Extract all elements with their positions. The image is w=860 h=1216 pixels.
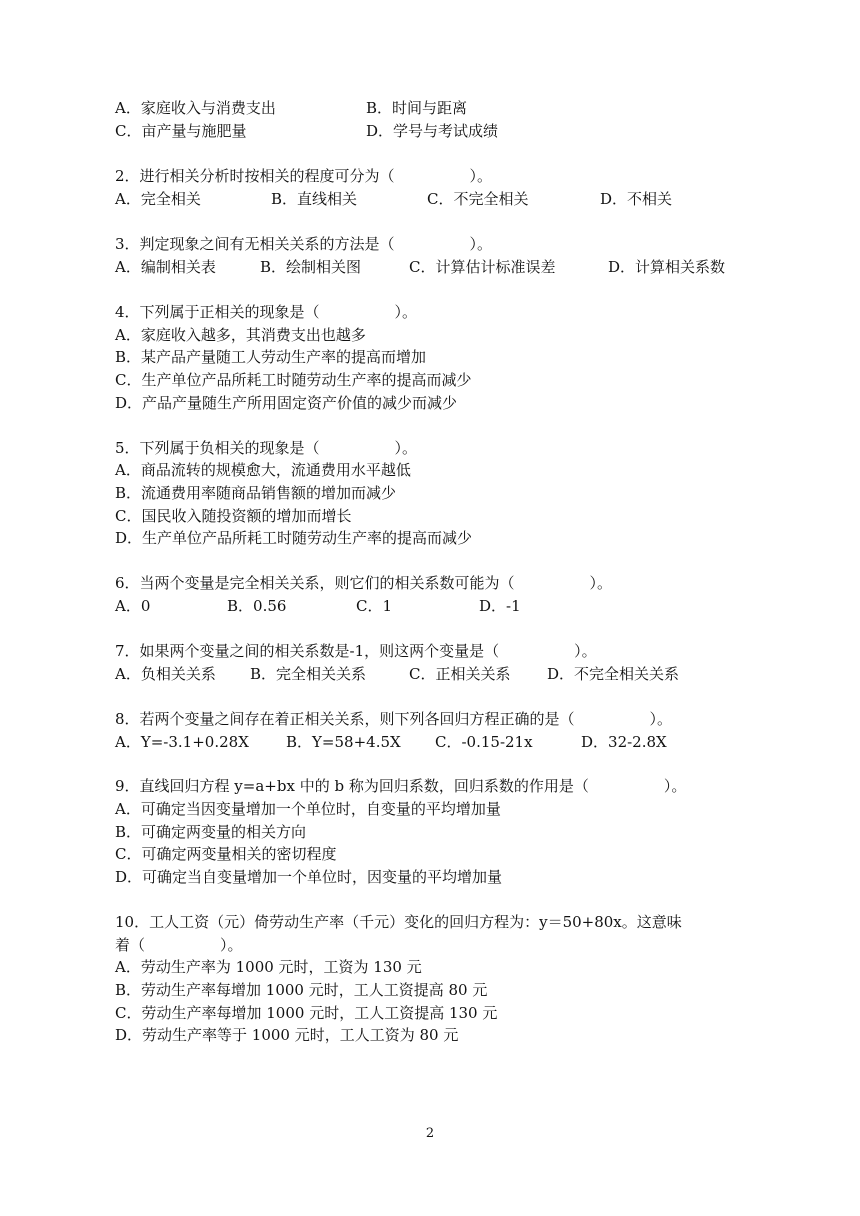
q4-option-a: A．家庭收入越多，其消费支出也越多 (115, 326, 366, 344)
q1-options-row-1 (115, 97, 468, 119)
q6-option-a: A．0 (115, 597, 151, 615)
q1-option-c: C．亩产量与施肥量 (115, 122, 247, 140)
q10-option-d: D．劳动生产率等于 1000 元时，工人工资为 80 元 (115, 1026, 459, 1044)
q5-option-b: B．流通费用率随商品销售额的增加而减少 (115, 484, 397, 502)
q2-options (115, 188, 673, 210)
q2-option-c: C．不完全相关 (427, 190, 529, 208)
q7-stem: 7．如果两个变量之间的相关系数是-1，则这两个变量是（ ）。 (115, 642, 597, 660)
q4-option-d: D．产品产量随生产所用固定资产价值的减少而减少 (115, 394, 458, 412)
q10-option-c: C．劳动生产率每增加 1000 元时，工人工资提高 130 元 (115, 1004, 498, 1022)
q10-option-b: B．劳动生产率每增加 1000 元时，工人工资提高 80 元 (115, 981, 488, 999)
page-number: 2 (425, 1126, 435, 1141)
q6-options (115, 595, 521, 617)
q9-option-b: B．可确定两变量的相关方向 (115, 823, 307, 841)
q5-option-a: A．商品流转的规模愈大，流通费用水平越低 (115, 461, 411, 479)
q7-option-d: D．不完全相关关系 (547, 665, 680, 683)
q3-option-d: D．计算相关系数 (608, 258, 726, 276)
q3-stem: 3．判定现象之间有无相关关系的方法是（ ）。 (115, 235, 493, 253)
q10-option-a: A．劳动生产率为 1000 元时，工资为 130 元 (115, 958, 422, 976)
q8-option-d: D．32-2.8X (581, 733, 667, 751)
q9-option-a: A．可确定当因变量增加一个单位时，自变量的平均增加量 (115, 800, 501, 818)
q5-option-c: C．国民收入随投资额的增加而增长 (115, 507, 352, 525)
q5-option-d: D．生产单位产品所耗工时随劳动生产率的提高而减少 (115, 529, 473, 547)
q8-stem: 8．若两个变量之间存在着正相关关系，则下列各回归方程正确的是（ ）。 (115, 710, 673, 728)
q6-option-c: C．1 (356, 597, 393, 615)
q2-option-d: D．不相关 (600, 190, 673, 208)
q9-stem: 9．直线回归方程 y=a+bx 中的 b 称为回归系数，回归系数的作用是（ ）。 (115, 777, 687, 795)
q1-option-a: A．家庭收入与消费支出 (115, 99, 276, 117)
q1-option-b: B．时间与距离 (366, 99, 468, 117)
q6-option-b: B．0.56 (227, 597, 287, 615)
q9-option-d: D．可确定当自变量增加一个单位时，因变量的平均增加量 (115, 868, 503, 886)
q7-options (115, 663, 680, 685)
q7-option-b: B．完全相关关系 (250, 665, 367, 683)
q9-option-c: C．可确定两变量相关的密切程度 (115, 845, 337, 863)
q3-option-c: C．计算估计标准误差 (409, 258, 556, 276)
q2-stem: 2．进行相关分析时按相关的程度可分为（ ）。 (115, 167, 493, 185)
q4-option-b: B．某产品产量随工人劳动生产率的提高而增加 (115, 348, 427, 366)
q8-option-b: B．Y=58+4.5X (286, 733, 401, 751)
q8-options (115, 731, 667, 753)
q10-stem-line-1: 10．工人工资（元）倚劳动生产率（千元）变化的回归方程为：y＝50+80x。这意味 (115, 913, 682, 931)
q7-option-c: C．正相关关系 (409, 665, 511, 683)
q7-option-a: A．负相关关系 (115, 665, 216, 683)
q2-option-a: A．完全相关 (115, 190, 201, 208)
q3-option-b: B．绘制相关图 (260, 258, 362, 276)
q6-option-d: D．-1 (479, 597, 521, 615)
q3-options (115, 256, 726, 278)
q1-option-d: D．学号与考试成绩 (366, 122, 499, 140)
q6-stem: 6．当两个变量是完全相关关系，则它们的相关系数可能为（ ）。 (115, 574, 613, 592)
q1-options-row-2 (115, 120, 499, 142)
q2-option-b: B．直线相关 (271, 190, 358, 208)
q4-option-c: C．生产单位产品所耗工时随劳动生产率的提高而减少 (115, 371, 472, 389)
q3-option-a: A．编制相关表 (115, 258, 216, 276)
q4-stem: 4．下列属于正相关的现象是（ ）。 (115, 303, 418, 321)
q8-option-a: A．Y=-3.1+0.28X (115, 733, 249, 751)
q10-stem-line-2: 着（ ）。 (115, 936, 243, 954)
q8-option-c: C．-0.15-21x (435, 733, 533, 751)
q5-stem: 5．下列属于负相关的现象是（ ）。 (115, 439, 418, 457)
